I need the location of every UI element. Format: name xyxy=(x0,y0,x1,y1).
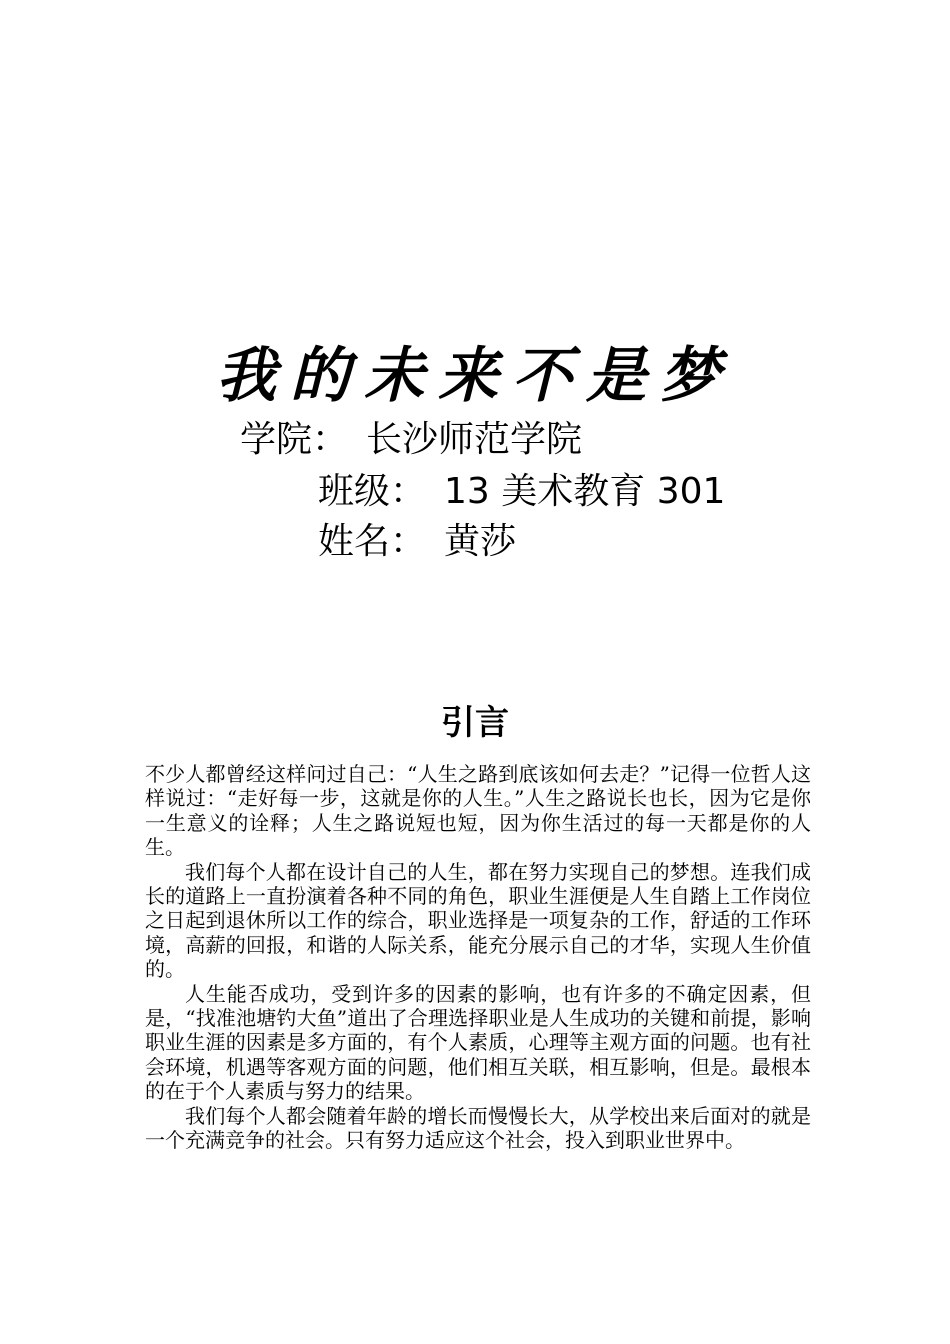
college-label: 学院： xyxy=(240,419,349,460)
name-value: 黄莎 xyxy=(444,521,517,562)
intro-paragraph: 我们每个人都在设计自己的人生，都在努力实现自己的梦想。连我们成长的道路上一直扮演着各种不同的角色，职业生涯便是人生自踏上工作岗位之日起到退休所以工作的综合，职业选择是一项复杂的工作，舒适的工作环境，高薪的回报，和谐的人际关系，能充分展示自己的才华，实现人生价值的。 xyxy=(145,859,811,982)
class-line xyxy=(318,470,725,514)
intro-paragraph: 不少人都曾经这样问过自己：“人生之路到底该如何去走？”记得一位哲人这样说过：“走好每一步，这就是你的人生。”人生之路说长也长，因为它是你一生意义的诠释；人生之路说短也短，因为你生活过的每一天都是你的人生。 xyxy=(145,762,811,860)
name-label: 姓名： xyxy=(318,521,427,562)
intro-body xyxy=(145,762,811,1153)
class-label: 班级： xyxy=(318,471,427,512)
college-value: 长沙师范学院 xyxy=(366,419,583,460)
intro-paragraph: 人生能否成功，受到许多的因素的影响，也有许多的不确定因素，但是，“找准池塘钓大鱼”道出了合理选择职业是人生成功的关键和前提，影响职业生涯的因素是多方面的，有个人素质，心理等主观方面的问题。也有社会环境，机遇等客观方面的问题，他们相互关联，相互影响，但是。最根本的在于个人素质与努力的结果。 xyxy=(145,981,811,1104)
document-title: 我的未来不是梦 xyxy=(216,341,734,411)
college-line xyxy=(240,418,582,462)
name-line xyxy=(318,520,516,564)
intro-heading: 引言 xyxy=(441,703,509,743)
intro-paragraph: 我们每个人都会随着年龄的增长而慢慢长大，从学校出来后面对的就是一个充满竞争的社会。只有努力适应这个社会，投入到职业世界中。 xyxy=(145,1103,811,1153)
class-value: 13 美术教育 301 xyxy=(444,471,726,512)
